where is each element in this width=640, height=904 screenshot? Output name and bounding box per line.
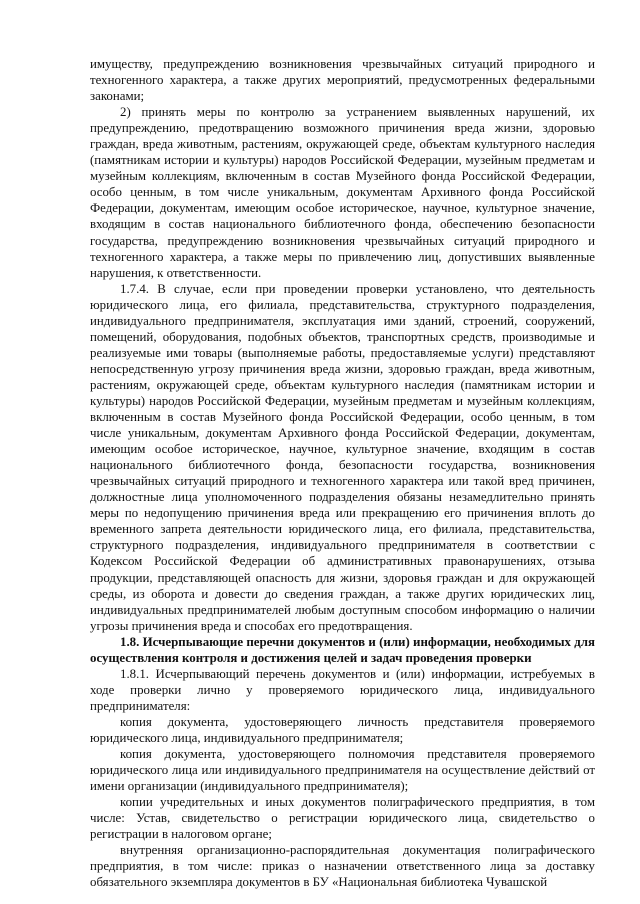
paragraph-item-2: 2) принять меры по контролю за устранением выявленных нарушений, их предупреждению, предотвращению возможного причинения вреда жизни, здоровью граждан, вреда животным, растениям, окружающей среде, объектам культурного наследия (памятникам истории и культуры) народов Российской Федерации, музейным предметам и музейным коллекциям, включенным в состав Музейного фонда Российской Федерации, особо ценным, в том числе уникальным, документам Архивного фонда Российской Федерации, документам, имеющим особое историческое, научное, культурное значение, входящим в состав национального библиотечного фонда, обеспечению безопасности государства, предупреждению возникновения чрезвычайных ситуаций природного и техногенного характера, а также меры по привлечению лиц, допустивших выявленные нарушения, к ответственности. [90,105,595,280]
list-item-charter-copies: копии учредительных и иных документов полиграфического предприятия, в том числе: Устав, свидетельство о регистрации юридического лица, свидетельство о регистрации в налоговом органе; [90,795,595,842]
list-item-authority-copy: копия документа, удостоверяющего полномочия представителя проверяемого юридического лица или индивидуального предпринимателя на осуществление действий от имени организации (индивидуального предпринимателя); [90,747,595,794]
section-heading-1-8: 1.8. Исчерпывающие перечни документов и (или) информации, необходимых для осуществления контроля и достижения целей и задач проведения проверки [90,634,595,665]
document-page [90,56,595,890]
list-item-identity-copy: копия документа, удостоверяющего личность представителя проверяемого юридического лица, индивидуального предпринимателя; [90,714,595,745]
list-item-internal-docs: внутренняя организационно-распорядительная документация полиграфического предприятия, в том числе: приказ о назначении ответственного лица за доставку обязательного экземпляра документов в БУ «Национальная библиотека Чувашской [90,843,595,890]
paragraph-continuation: имуществу, предупреждению возникновения чрезвычайных ситуаций природного и техногенного характера, а также других мероприятий, предусмотренных федеральными законами; [90,57,595,104]
paragraph-1-7-4: 1.7.4. В случае, если при проведении проверки установлено, что деятельность юридического лица, его филиала, представительства, структурного подразделения, индивидуального предпринимателя, эксплуатация ими зданий, строений, сооружений, помещений, оборудования, подобных объектов, транспортных средств, производимые и реализуемые ими товары (выполняемые работы, предоставляемые услуги) представляют непосредственную угрозу причинения вреда жизни, здоровью граждан, вреда животным, растениям, окружающей среде, объектам культурного наследия (памятникам истории и культуры) народов Российской Федерации, музейным предметам и музейным коллекциям, включенным в состав Музейного фонда Российской Федерации, особо ценным, в том числе уникальным, документам Архивного фонда Российской Федерации, документам, имеющим особое историческое, научное, культурное значение, входящим в состав национального библиотечного фонда, безопасности государства, возникновения чрезвычайных ситуаций природного и техногенного характера или такой вред причинен, должностные лица уполномоченного подразделения обязаны незамедлительно принять меры по недопущению причинения вреда или прекращению его причинения вплоть до временного запрета деятельности юридического лица, его филиала, представительства, структурного подразделения, индивидуального предпринимателя в соответствии с Кодексом Российской Федерации об административных правонарушениях, отзыва продукции, представляющей опасность для жизни, здоровья граждан и для окружающей среды, из оборота и довести до сведения граждан, а также других юридических лиц, индивидуальных предпринимателей любым доступным способом информацию о наличии угрозы причинения вреда и способах его предотвращения. [90,281,595,633]
paragraph-1-8-1: 1.8.1. Исчерпывающий перечень документов и (или) информации, истребуемых в ходе проверки лично у проверяемого юридического лица, индивидуального предпринимателя: [90,666,595,713]
